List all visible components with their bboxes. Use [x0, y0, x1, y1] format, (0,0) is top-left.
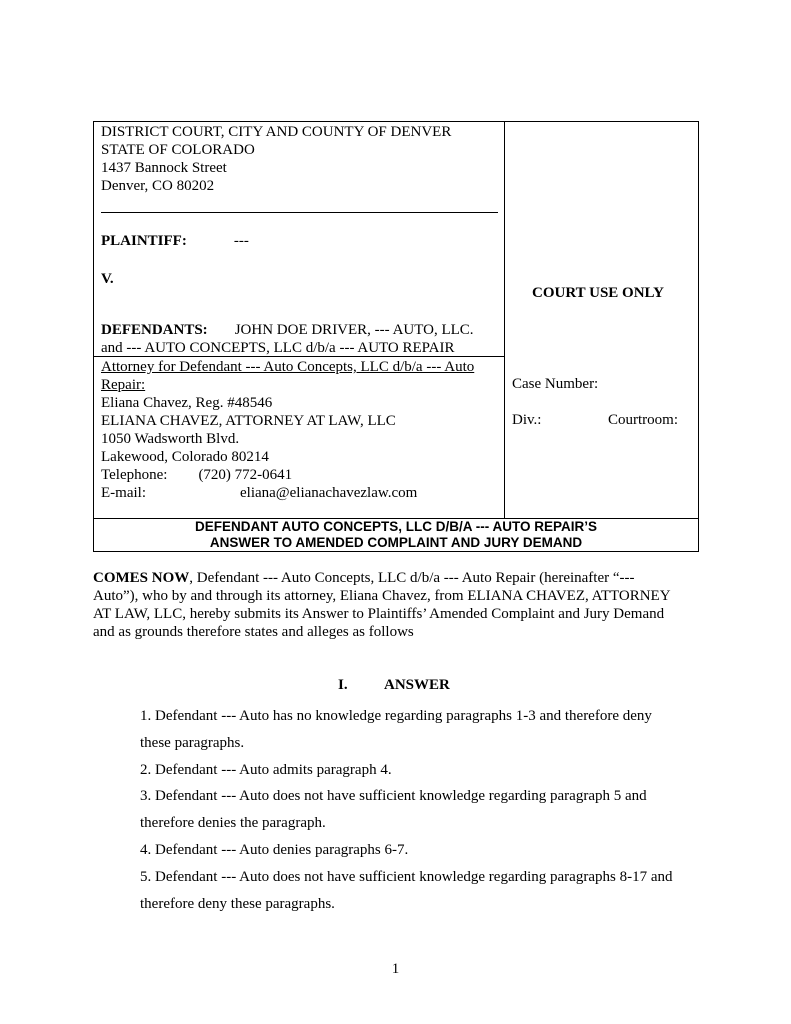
court-name: DISTRICT COURT, CITY AND COUNTY OF DENVER — [101, 124, 452, 140]
intro-paragraph — [93, 569, 703, 641]
case-number-label: Case Number: — [512, 376, 599, 392]
attorney-name: Eliana Chavez, Reg. #48546 — [101, 395, 273, 411]
attorney-block — [101, 358, 474, 502]
court-info — [101, 123, 451, 195]
court-state: STATE OF COLORADO — [101, 142, 255, 158]
court-use-only-label: COURT USE ONLY — [532, 285, 665, 301]
attorney-heading-cont: Repair: — [101, 377, 146, 393]
comes-now: COMES NOW — [93, 570, 190, 586]
division-courtroom-row — [512, 411, 678, 429]
answer-line: these paragraphs. — [140, 734, 245, 751]
answer-line: therefore deny these paragraphs. — [140, 895, 335, 912]
attorney-firm: ELIANA CHAVEZ, ATTORNEY AT LAW, LLC — [101, 413, 396, 429]
defendants-value-cont: and --- AUTO CONCEPTS, LLC d/b/a --- AUTO REPAIR — [101, 340, 455, 356]
defendants-block — [101, 321, 474, 357]
plaintiff-row — [101, 232, 249, 250]
document-title — [94, 519, 698, 551]
answer-line: 2. Defendant --- Auto admits paragraph 4. — [140, 761, 392, 778]
section-heading — [338, 677, 450, 694]
defendants-label: DEFENDANTS: — [101, 322, 208, 338]
email-value: eliana@elianachavezlaw.com — [240, 485, 418, 501]
court-city: Denver, CO 80202 — [101, 178, 215, 194]
court-address-rule — [101, 212, 498, 213]
section-number: I. — [338, 677, 348, 693]
document-title-line2: ANSWER TO AMENDED COMPLAINT AND JURY DEMAND — [209, 535, 583, 550]
attorney-telephone — [101, 466, 474, 484]
intro-line1: , Defendant --- Auto Concepts, LLC d/b/a --- Auto Repair (hereinafter “--- — [189, 570, 635, 586]
division-label: Div.: — [512, 412, 542, 428]
document-title-line1: DEFENDANT AUTO CONCEPTS, LLC D/B/A --- AUTO REPAIR’S — [194, 519, 597, 534]
intro-line2: Auto”), who by and through its attorney, Eliana Chavez, from ELIANA CHAVEZ, ATTORNEY — [93, 588, 671, 604]
answer-line: 3. Defendant --- Auto does not have sufficient knowledge regarding paragraph 5 and — [140, 788, 647, 805]
case-caption-table — [93, 121, 699, 552]
telephone-label: Telephone: — [101, 467, 168, 483]
caption-vertical-divider — [504, 122, 505, 518]
answer-list — [140, 703, 705, 917]
intro-line3: AT LAW, LLC, hereby submits its Answer to Plaintiffs’ Amended Complaint and Jury Demand — [93, 606, 665, 622]
plaintiff-value: --- — [233, 233, 249, 249]
telephone-value: (720) 772-0641 — [198, 467, 293, 483]
attorney-street: 1050 Wadsworth Blvd. — [101, 431, 240, 447]
answer-line: 5. Defendant --- Auto does not have sufficient knowledge regarding paragraphs 8-17 and — [140, 868, 673, 885]
answer-line: therefore denies the paragraph. — [140, 815, 326, 832]
attorney-heading: Attorney for Defendant --- Auto Concepts, LLC d/b/a --- Auto — [101, 359, 475, 375]
court-street: 1437 Bannock Street — [101, 160, 227, 176]
defendants-value: JOHN DOE DRIVER, --- AUTO, LLC. — [234, 322, 474, 338]
section-title: ANSWER — [384, 677, 450, 693]
courtroom-label: Courtroom: — [608, 412, 678, 428]
intro-line4: and as grounds therefore states and alleges as follows — [93, 624, 414, 640]
answer-line: 1. Defendant --- Auto has no knowledge regarding paragraphs 1-3 and therefore deny — [140, 708, 652, 724]
attorney-city: Lakewood, Colorado 80214 — [101, 449, 269, 465]
plaintiff-label: PLAINTIFF: — [101, 233, 187, 249]
answer-line: 4. Defendant --- Auto denies paragraphs 6-7. — [140, 841, 409, 858]
page-number: 1 — [391, 961, 400, 977]
email-label: E-mail: — [101, 485, 146, 501]
versus-label: V. — [101, 271, 114, 287]
attorney-email — [101, 484, 474, 502]
